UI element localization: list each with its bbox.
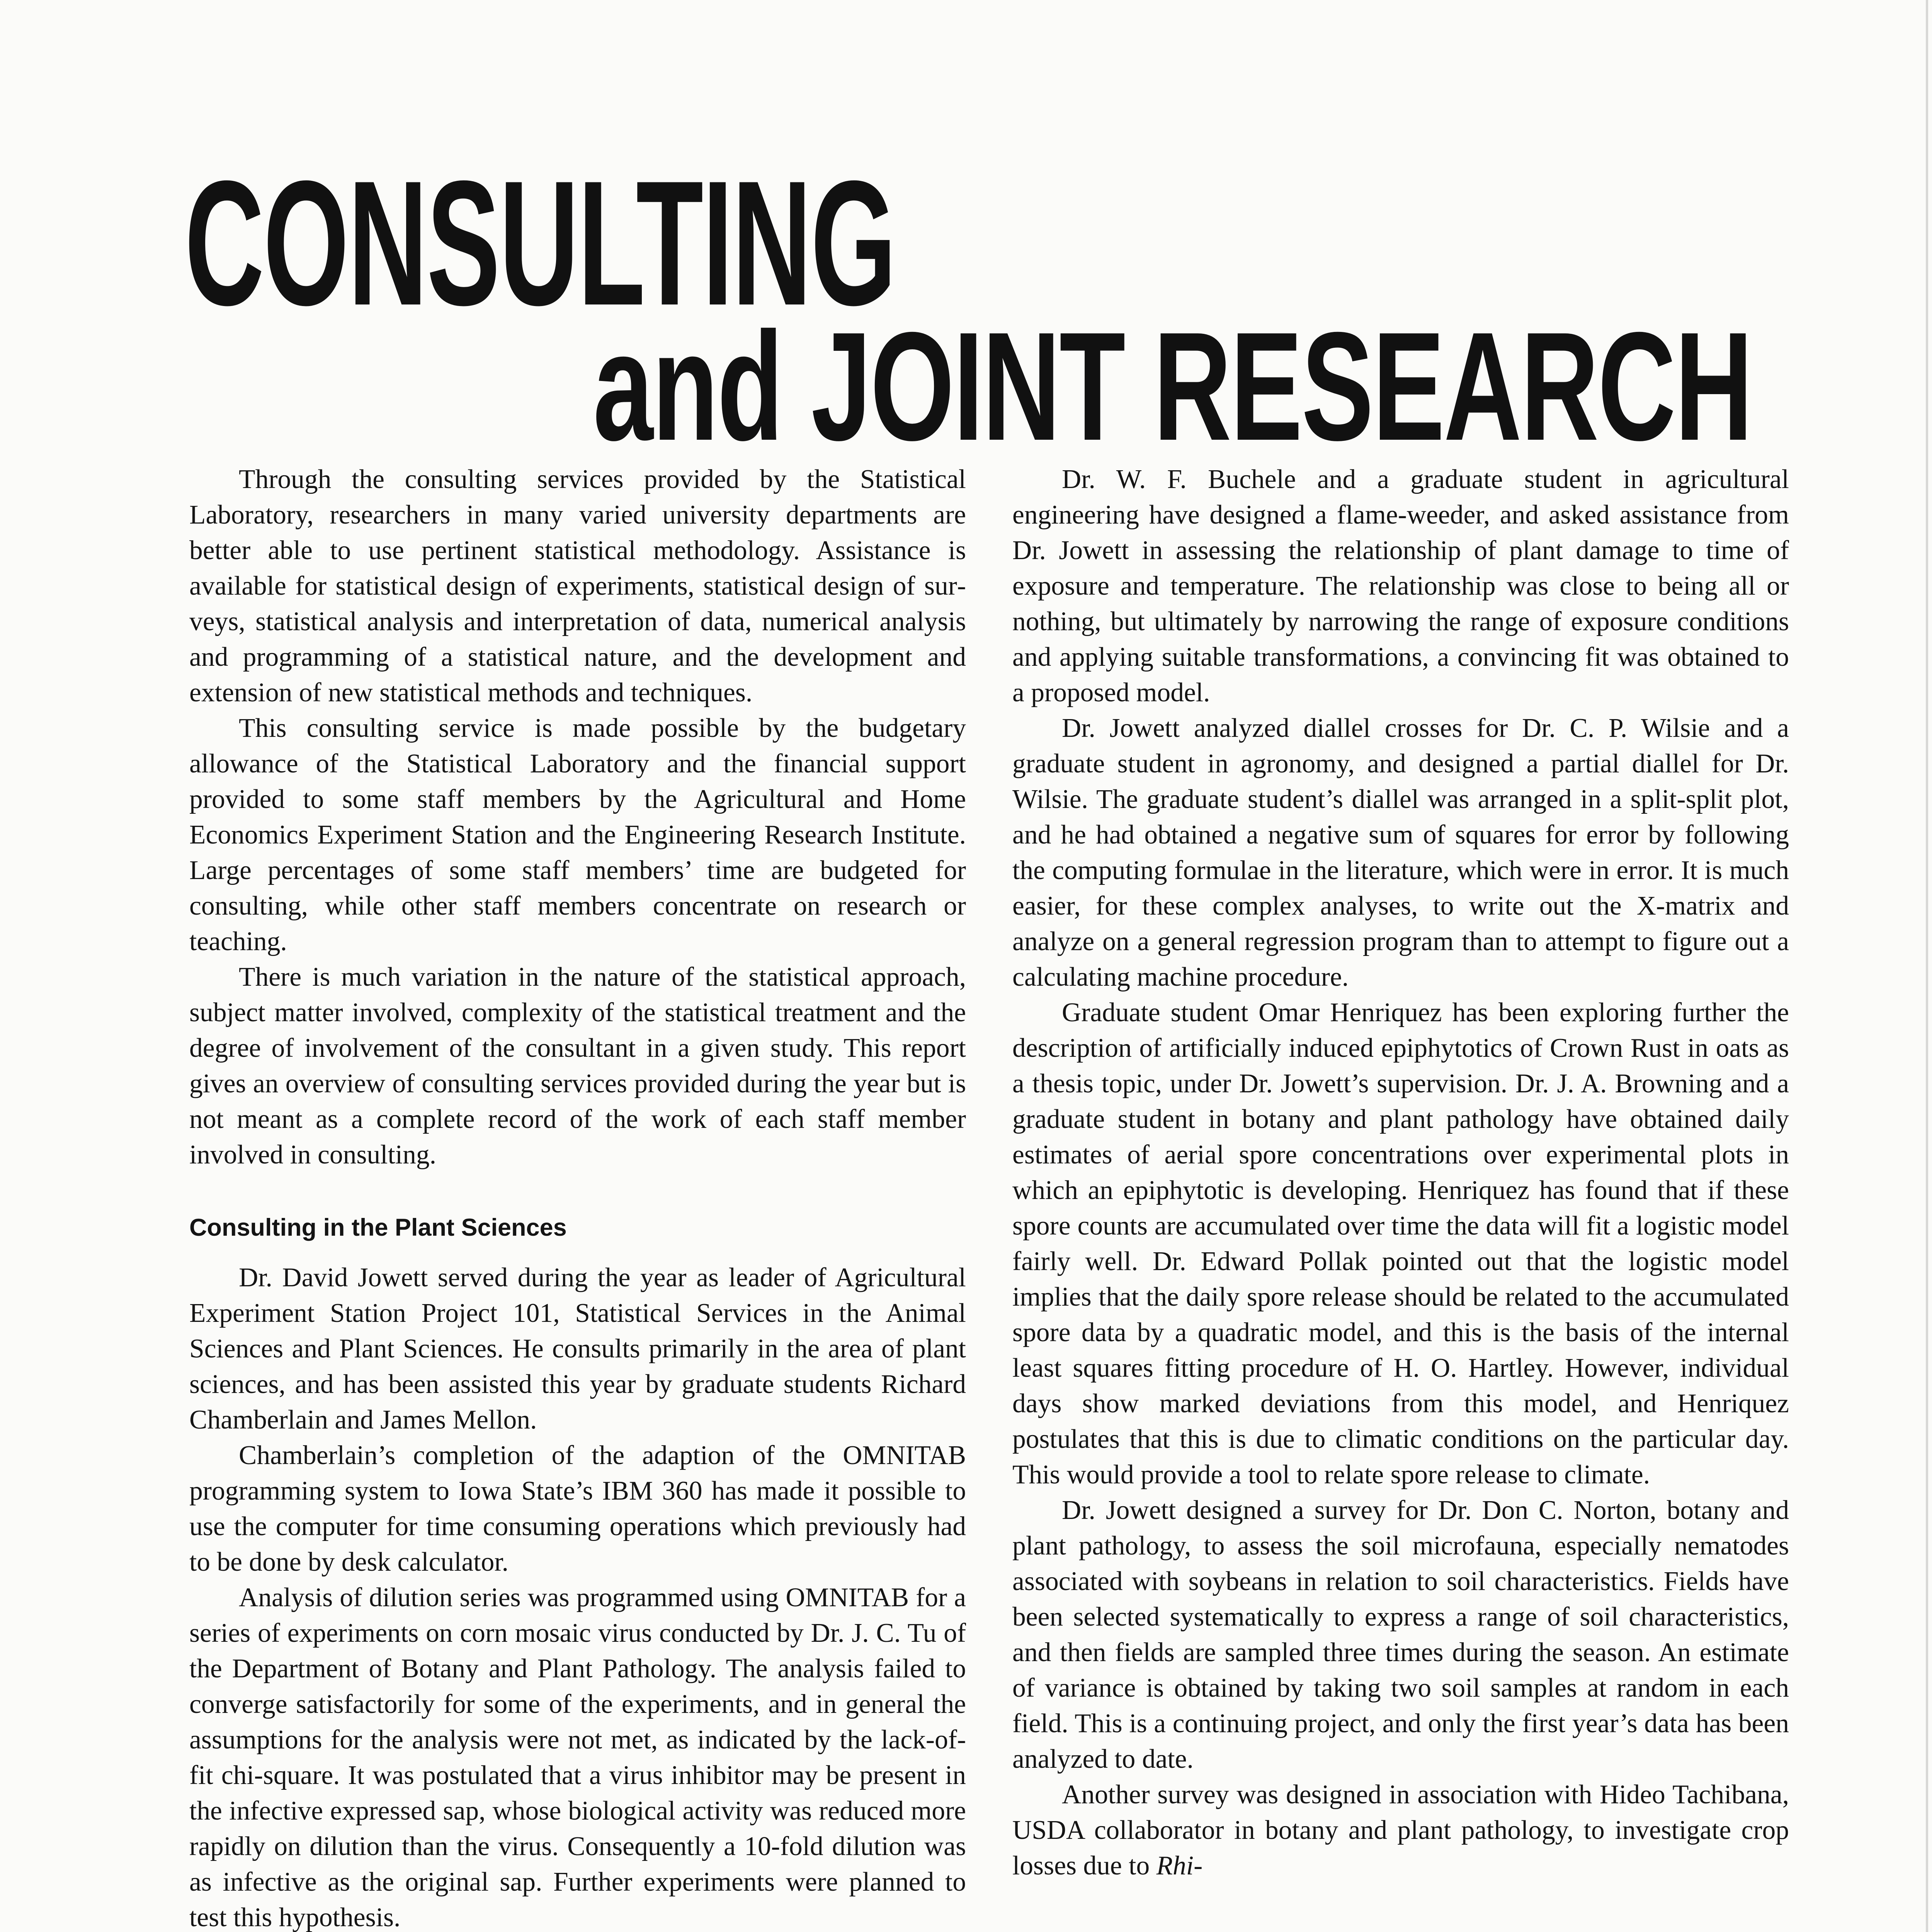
section-paragraph-3: Analysis of dilution series was programmed using OMNITAB for a series of experiments on corn mosaic virus conducted by Dr. J. C. Tu of the Department of Botany and Plant Pathology. The analysis failed to converge satisfactorily for some of the experiments, and in general the assumptions for the analysis were not met, as indicated by the lack-of-fit chi-square. It was postulated that a virus inhibitor may be present in the infective expressed sap, whose biological activity was reduced more rapidly on dilution than the virus. Consequently a 10-fold dilution was as infective as the original sap. Further experiments were planned to test this hypothesis. — [189, 1583, 966, 1932]
right-paragraph-1: Dr. W. F. Buchele and a graduate student in agricultural engineering have designed a flame-weeder, and asked assistance from Dr. Jowett in assessing the relationship of plant damage to time of exposure and temperature. The relationship was close to being all or nothing, but ultimately by narrowing the range of exposure conditions and applying suitable transformations, a convincing fit was obtained to a proposed model. — [1012, 464, 1789, 707]
right-paragraph-5 — [1012, 1777, 1789, 1884]
page-title-line-2: and JOINT RESEARCH — [593, 300, 1752, 473]
intro-paragraph-2: This consulting service is made possible by the budgetary allowance of the Statistical Laboratory and the financial support provided to some staff members by the Agricultural and Home Economics Experiment Station and the Engineering Research Institute. Large percentages of some staff members’ time are budgeted for consulting, while other staff members concentrate on research or teaching. — [189, 713, 966, 956]
intro-paragraph-1: Through the consulting services provided by the Statistical Laboratory, researchers in many varied university departments are better able to use pertinent statistical methodology. Assistance is available for statistical design of experiments, statistical design of surveys, statistical analysis and interpretation of data, numerical analysis and programming of a statistical nature, and the development and extension of new statistical methods and techniques. — [189, 464, 966, 707]
section-paragraph-2: Chamberlain’s completion of the adaption of the OMNITAB programming system to Iowa State’s IBM 360 has made it possible to use the computer for time consuming operations which previously had to be done by desk calculator. — [189, 1440, 966, 1577]
section-paragraph-1: Dr. David Jowett served during the year as leader of Agricultural Experiment Station Project 101, Statistical Services in the Animal Sciences and Plant Sciences. He consults primarily in the area of plant sciences, and has been assisted this year by graduate students Richard Chamberlain and James Mellon. — [189, 1263, 966, 1435]
page-title-line-1: CONSULTING — [185, 144, 896, 342]
right-paragraph-2: Dr. Jowett analyzed diallel crosses for Dr. C. P. Wilsie and a graduate student in agronomy, and designed a partial diallel for Dr. Wilsie. The graduate student’s diallel was arranged in a split-split plot, and he had obtained a negative sum of squares for error by following the computing formulae in the literature, which were in error. It is much easier, for these complex analyses, to write out the X-matrix and analyze on a general regression program than to attempt to figure out a calculating machine procedure. — [1012, 713, 1789, 992]
left-column — [189, 462, 966, 1932]
right-paragraph-5-text: Another survey was designed in association with Hideo Tachibana, USDA collaborator in botany and plant pathology, to investigate crop losses due to — [1012, 1780, 1789, 1881]
right-column — [1012, 462, 1789, 1884]
right-paragraph-4: Dr. Jowett designed a survey for Dr. Don C. Norton, botany and plant pathology, to assess the soil microfauna, especially nematodes associated with soybeans in relation to soil characteristics. Fields have been selected systematically to express a range of soil characteristics, and then fields are sampled three times during the season. An estimate of variance is obtained by taking two soil samples at random in each field. This is a continuing project, and only the first year’s data has been analyzed to date. — [1012, 1495, 1789, 1774]
right-paragraph-5-italic: Rhi- — [1156, 1851, 1203, 1881]
right-paragraph-3: Graduate student Omar Henriquez has been exploring further the description of artificially induced epiphytotics of Crown Rust in oats as a thesis topic, under Dr. Jowett’s supervision. Dr. J. A. Browning and a graduate student in botany and plant pathology have obtained daily estimates of aerial spore concentrations over experimental plots in which an epiphytotic is developing. Henriquez has found that if these spore counts are accumulated over time the data will fit a logistic model fairly well. Dr. Edward Pollak pointed out that the logistic model implies that the daily spore release should be related to the accumulated spore data by a quadratic model, and this is the basis of the internal least squares fitting procedure of H. O. Hartley. However, individual days show marked deviations from this model, and Henriquez postulates that this is due to climatic conditions on the particular day. This would provide a tool to relate spore release to climate. — [1012, 998, 1789, 1490]
section-heading: Consulting in the Plant Sciences — [189, 1214, 567, 1241]
intro-paragraph-3: There is much variation in the nature of the statistical approach, subject matter involved, complexity of the statistical treatment and the degree of involvement of the consultant in a given study. This report gives an overview of consulting services provided during the year but is not meant as a complete record of the work of each staff member involved in consulting. — [189, 962, 966, 1170]
scan-edge-line — [1926, 0, 1928, 1932]
